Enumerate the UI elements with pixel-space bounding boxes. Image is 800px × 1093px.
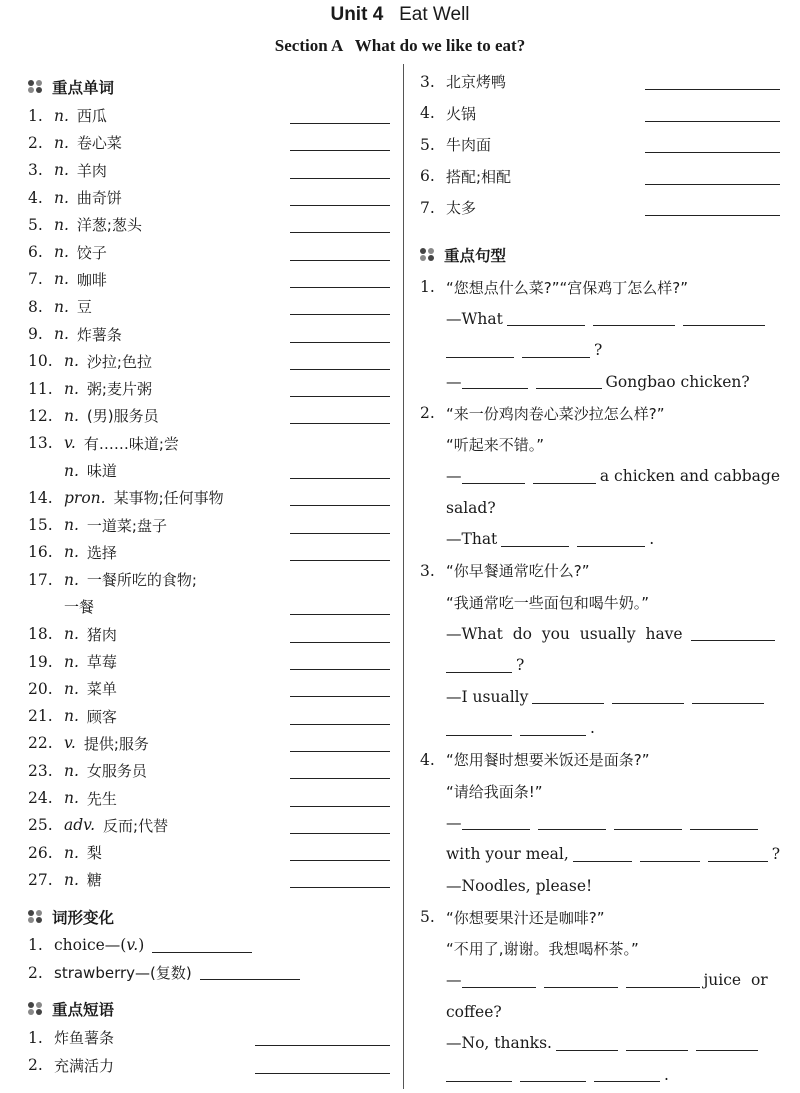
unit-number: Unit 4 [330,4,384,25]
chinese-meaning: 咖啡 [76,270,107,289]
chinese-meaning: 一道菜;盘子 [86,516,167,535]
answer-blank[interactable] [290,298,390,315]
wordforms-heading: 词形变化 [28,902,390,932]
sentence-1-line-c: — Gongbao chicken? [446,372,750,391]
vocab-item [28,129,390,156]
answer-blank[interactable] [626,1036,688,1051]
answer-blank[interactable] [290,844,390,861]
answer-blank[interactable] [200,965,300,980]
item-number: 3. [28,161,43,180]
part-of-speech: n. [64,707,79,726]
answer-blank[interactable] [544,973,618,988]
vocab-item [28,184,390,211]
phrase-item: 7. 太多 [420,192,780,224]
answer-blank[interactable] [290,134,390,151]
answer-blank[interactable] [533,469,596,484]
item-number: 5. [28,215,43,234]
part-of-speech: n. [64,516,79,535]
chinese-meaning: 提供;服务 [83,734,149,753]
chinese-meaning: 炸薯条 [76,325,122,344]
phrase-item: 5. 牛肉面 [420,129,780,161]
answer-blank[interactable] [290,353,390,370]
answer-blank[interactable] [290,407,390,424]
item-number: 26. [28,843,53,862]
chinese-meaning: 有……味道;尝 [83,434,179,453]
item-number: 27. [28,870,53,889]
vocab-item [28,539,390,566]
answer-blank[interactable] [708,847,768,862]
item-number: 11. [28,379,53,398]
item-number: 13. [28,434,53,453]
answer-blank[interactable] [696,1036,758,1051]
answer-blank[interactable] [645,199,780,216]
part-of-speech: n. [54,161,69,180]
item-number: 15. [28,516,53,535]
vocab-item [28,839,390,866]
answer-blank[interactable] [594,1067,660,1082]
part-of-speech: n. [54,297,69,316]
vocab-item [28,375,390,402]
answer-blank[interactable] [290,790,390,807]
phrase-item: 3. 北京烤鸭 [420,66,780,98]
part-of-speech: n. [64,625,79,644]
chinese-meaning: 羊肉 [76,161,107,180]
item-number: 1. [28,106,43,125]
vocab-item [28,238,390,265]
answer-blank[interactable] [290,735,390,752]
part-of-speech: n. [64,543,79,562]
answer-blank[interactable] [255,1057,390,1074]
chinese-meaning: 顾客 [86,707,117,726]
section-bullet-icon [28,910,44,924]
answer-blank[interactable] [290,598,390,615]
item-number: 14. [28,488,53,507]
sentence-5-line-a: — juice or [446,971,768,990]
item-number: 16. [28,543,53,562]
right-column: 3. 北京烤鸭 4. 火锅 5. 牛肉面 6. 搭配;相配 7. 太多 重点句型 1. “您想点什么菜?”“宫保鸡丁怎么样?” —What ? — Gongbao chicken? 2. “来一份鸡肉卷心菜沙拉怎么样?” “听起来不错。” — a chicken and cabbage salad? —That . 3. “你早餐通常吃什么?” “我通常吃一些面包和喝牛奶。” —What do you usually have ? —I usually . 4. “您用餐时想要米饭还是面条?” “请给我面条!” — with your meal, ? —Noodles, please! 5. “你想要果汁还是咖啡?” “不用了,谢谢。我想喝杯茶。” — juice or coffee? —No, thanks. . [420,66,780,1091]
sentences-heading: 重点句型 [420,238,780,272]
answer-blank[interactable] [290,326,390,343]
item-number: 9. [28,325,43,344]
part-of-speech: n. [54,243,69,262]
part-of-speech: n. [64,679,79,698]
sentence-3-line-a: —What do you usually have [420,618,780,650]
sentence-2-line-a: — a chicken and cabbage [446,467,780,486]
chinese-meaning: 饺子 [76,243,107,262]
chinese-meaning: 一餐所吃的食物; [86,571,197,590]
answer-blank[interactable] [446,658,512,673]
phrase-item: 1. 炸鱼薯条 [28,1024,390,1051]
answer-blank[interactable] [290,708,390,725]
vocab-item [28,812,390,839]
sentence-3-line-b: ? [420,650,780,682]
answer-blank[interactable] [462,374,528,389]
answer-blank[interactable] [290,517,390,534]
chinese-meaning: 洋葱;葱头 [76,216,142,235]
item-number: 2. [28,133,43,152]
answer-blank[interactable] [290,489,390,506]
sentence-2-prompt: 2. “来一份鸡肉卷心菜沙拉怎么样?” [420,404,665,423]
chinese-meaning: (男)服务员 [86,407,159,426]
phrase-item: 2. 充满活力 [28,1052,390,1079]
column-divider [403,64,404,1089]
answer-blank[interactable] [290,544,390,561]
chinese-meaning: 女服务员 [86,762,147,781]
vocab-item [28,757,390,784]
vocab-item [28,293,390,320]
answer-blank[interactable] [446,721,512,736]
chinese-meaning: 某事物;任何事物 [113,489,224,508]
item-number: 19. [28,652,53,671]
sentence-3-line-c: —I usually [420,681,780,713]
vocab-heading: 重点单词 [28,72,390,102]
vocab-item [28,648,390,675]
unit-title [0,4,800,26]
answer-blank[interactable] [290,162,390,179]
vocab-item [28,484,390,511]
item-number: 12. [28,406,53,425]
sentence-2-line-c: —That . [446,530,655,549]
chinese-meaning: 豆 [76,298,92,317]
answer-blank[interactable] [593,311,675,326]
sentence-5-prompt: 5. “你想要果汁还是咖啡?” [420,908,605,927]
part-of-speech: v. [64,434,76,453]
chinese-meaning: 先生 [86,789,117,808]
vocab-list [28,102,390,894]
answer-blank[interactable] [290,680,390,697]
vocab-item [28,566,390,593]
answer-blank[interactable] [520,1067,586,1082]
sentence-1-line-b: ? [420,335,780,367]
vocab-item [28,402,390,429]
item-number: 10. [28,352,53,371]
chinese-meaning: 草莓 [86,653,117,672]
section-bullet-icon [420,248,436,262]
part-of-speech: n. [64,789,79,808]
part-of-speech: n. [64,406,79,425]
vocab-item [28,866,390,893]
answer-blank[interactable] [577,532,645,547]
part-of-speech: pron. [64,488,106,507]
item-number: 6. [28,243,43,262]
phrase-item: 6. 搭配;相配 [420,161,780,193]
answer-blank[interactable] [640,847,700,862]
chinese-meaning: 一餐 [64,598,95,617]
vocab-item [28,784,390,811]
chinese-meaning: 卷心菜 [76,134,122,153]
answer-blank[interactable] [501,532,569,547]
part-of-speech: n. [64,379,79,398]
chinese-meaning: 粥;麦片粥 [86,380,152,399]
chinese-meaning: 糖 [86,871,102,890]
answer-blank[interactable] [290,817,390,834]
item-number: 4. [28,188,43,207]
answer-blank[interactable] [152,938,252,953]
sentence-3-line-d: . [420,713,780,745]
answer-blank[interactable] [446,343,514,358]
answer-blank[interactable] [522,343,590,358]
answer-blank[interactable] [290,107,390,124]
answer-blank[interactable] [520,721,586,736]
item-number: 18. [28,625,53,644]
item-number: 20. [28,679,53,698]
answer-blank[interactable] [536,374,602,389]
answer-blank[interactable] [290,380,390,397]
answer-blank[interactable] [645,105,780,122]
chinese-meaning: 梨 [86,844,102,863]
part-of-speech: n. [64,652,79,671]
part-of-speech: n. [64,570,79,589]
answer-blank[interactable] [290,762,390,779]
answer-blank[interactable] [290,626,390,643]
vocab-item [28,348,390,375]
vocab-item [28,703,390,730]
vocab-item [28,511,390,538]
phrases-heading: 重点短语 [28,994,390,1024]
part-of-speech: n. [54,325,69,344]
sentence-3-prompt: 3. “你早餐通常吃什么?” [420,561,590,581]
section-bullet-icon [28,80,44,94]
vocab-item [28,621,390,648]
answer-blank[interactable] [462,973,536,988]
item-number: 25. [28,816,53,835]
item-number: 23. [28,761,53,780]
chinese-meaning: 菜单 [86,680,117,699]
answer-blank[interactable] [462,469,525,484]
part-of-speech: adv. [64,816,96,835]
answer-blank[interactable] [573,847,633,862]
answer-blank[interactable] [690,815,758,830]
vocab-item [28,211,390,238]
wordform-item: 2. strawberry—(复数) [28,959,390,986]
part-of-speech: n. [54,188,69,207]
vocab-item [28,320,390,347]
answer-blank[interactable] [290,189,390,206]
chinese-meaning: 味道 [86,462,117,480]
sentence-5-line-d: . [420,1059,780,1091]
vocab-item [28,102,390,129]
sentence-4-prompt: 4. “您用餐时想要米饭还是面条?” [420,750,650,770]
answer-blank[interactable] [645,73,780,90]
chinese-meaning: 反而;代替 [103,816,169,835]
answer-blank[interactable] [612,689,684,704]
section-bullet-icon [28,1002,44,1016]
chinese-meaning: 西瓜 [76,107,107,126]
part-of-speech: n. [54,215,69,234]
vocab-item [28,457,390,484]
part-of-speech: n. [54,270,69,289]
answer-blank[interactable] [614,815,682,830]
item-number: 7. [28,270,43,289]
answer-blank[interactable] [290,462,390,479]
vocab-item [28,730,390,757]
part-of-speech: n. [54,133,69,152]
part-of-speech: n. [64,843,79,862]
vocab-item [28,266,390,293]
sentence-4-line-b: with your meal, ? [446,845,781,864]
item-number: 24. [28,789,53,808]
wordform-item: 1. choice—( v. ) [28,932,390,959]
answer-blank[interactable] [290,244,390,261]
answer-blank[interactable] [691,626,775,641]
left-column [28,72,390,1079]
chinese-meaning: 沙拉;色拉 [86,352,152,371]
chinese-meaning: 猪肉 [86,625,117,644]
part-of-speech: n. [64,352,79,371]
item-number: 8. [28,297,43,316]
item-number: 17. [28,570,53,589]
answer-blank[interactable] [462,815,530,830]
answer-blank[interactable] [290,653,390,670]
answer-blank[interactable] [290,871,390,888]
item-number: 21. [28,707,53,726]
chinese-meaning: 曲奇饼 [76,189,122,208]
answer-blank[interactable] [446,1067,512,1082]
part-of-speech: v. [64,734,76,753]
answer-blank[interactable] [290,271,390,288]
part-of-speech: n. [64,761,79,780]
part-of-speech: n. [64,461,79,480]
sentence-4-line-a: — [420,807,780,839]
part-of-speech: n. [64,870,79,889]
vocab-item [28,675,390,702]
vocab-item [28,430,390,457]
item-number: 22. [28,734,53,753]
vocab-item [28,157,390,184]
answer-blank[interactable] [692,689,764,704]
answer-blank[interactable] [290,216,390,233]
answer-blank[interactable] [645,168,780,185]
answer-blank[interactable] [255,1029,390,1046]
part-of-speech: n. [54,106,69,125]
sentence-1-prompt: 1. “您想点什么菜?”“宫保鸡丁怎么样?” [420,278,689,297]
section-title: Section A What do we like to eat? [274,36,526,55]
sentence-5-line-c: —No, thanks. [420,1028,780,1060]
answer-blank[interactable] [626,973,700,988]
unit-name: Eat Well [399,4,470,25]
sentence-1-line-a: —What [420,303,780,335]
phrase-item: 4. 火锅 [420,98,780,130]
answer-blank[interactable] [532,689,604,704]
answer-blank[interactable] [556,1036,618,1051]
vocab-item [28,593,390,620]
answer-blank[interactable] [538,815,606,830]
answer-blank[interactable] [507,311,585,326]
answer-blank[interactable] [683,311,765,326]
answer-blank[interactable] [645,136,780,153]
chinese-meaning: 选择 [86,543,117,562]
